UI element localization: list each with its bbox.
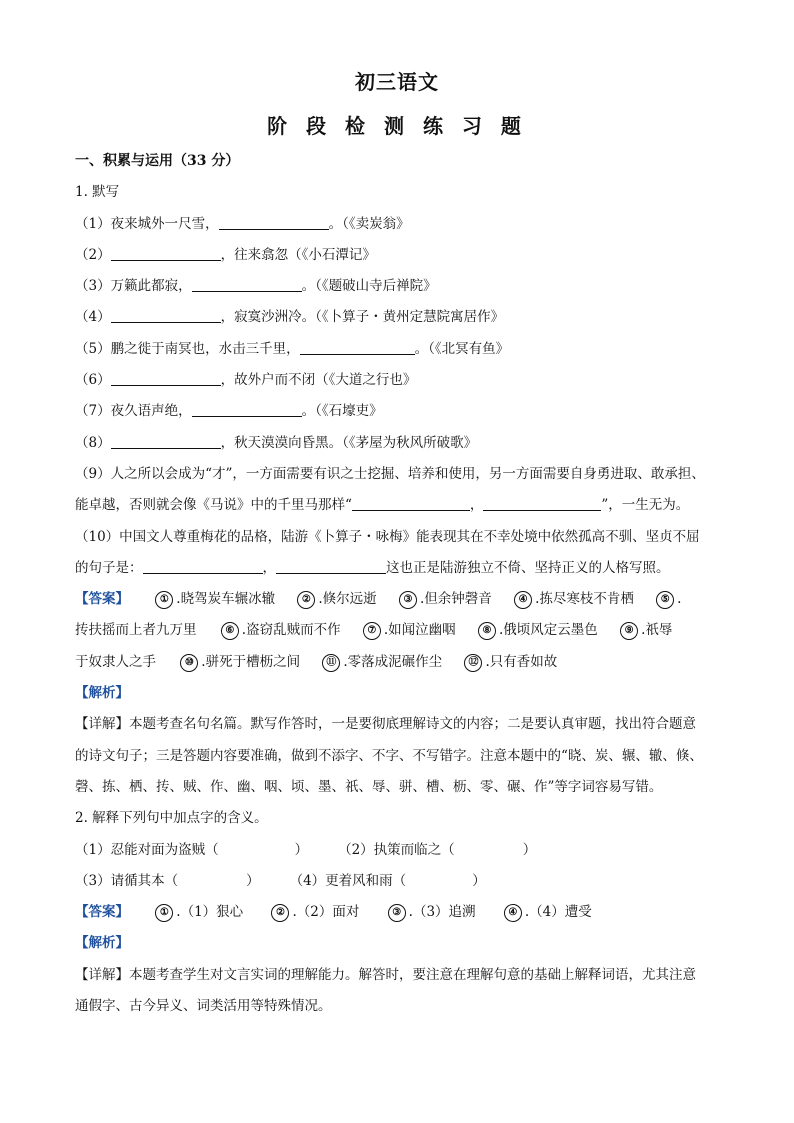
answer-item: ⑦ .如闻泣幽咽 bbox=[363, 615, 456, 646]
answer-item: ② .（2）面对 bbox=[271, 897, 359, 928]
question-1-item-5: （5）鹏之徙于南冥也，水击三千里， 。（《北冥有鱼》 bbox=[75, 334, 725, 365]
answer-blank bbox=[219, 213, 329, 230]
detail-text: 【详解】本题考查学生对文言实词的理解能力。解答时，要注意在理解句意的基础上解释词语，尤其注意 bbox=[75, 966, 696, 983]
section-heading: 一、积累与运用（33 分） bbox=[75, 153, 240, 169]
answer-blank bbox=[352, 494, 470, 511]
answer-blank bbox=[111, 306, 221, 323]
answer-blank bbox=[111, 244, 221, 261]
answer-blank bbox=[300, 338, 415, 355]
answer-blank bbox=[192, 400, 302, 417]
answer-blank bbox=[276, 557, 386, 574]
answer-item: ⑥ .盗窃乱贼而不作 bbox=[221, 615, 341, 646]
analysis-tag: 【解析】 bbox=[75, 685, 129, 702]
question-1-item-4: （4） ，寂寞沙洲冷。（《卜算子・黄州定慧院寓居作》 bbox=[75, 302, 725, 333]
answer-item: ④ .（4）遭受 bbox=[504, 897, 592, 928]
answer-row bbox=[75, 897, 725, 928]
answer-item: ⑫ .只有香如故 bbox=[464, 647, 557, 678]
answer-blank bbox=[192, 275, 302, 292]
answer-row bbox=[75, 647, 725, 678]
answer-row bbox=[75, 615, 725, 646]
question-1-item-10-cont: 的句子是： ， 这也正是陆游独立不倚、坚持正义的人格写照。 bbox=[75, 553, 725, 584]
question-1-item-6: （6） ，故外户而不闭（《大道之行也》 bbox=[75, 365, 725, 396]
answer-item: ⑤ . bbox=[656, 584, 681, 615]
question-1-item-2: （2） ，往来翕忽（《小石潭记》 bbox=[75, 240, 725, 271]
question-1-item-7: （7）夜久语声绝， 。（《石壕吏》 bbox=[75, 396, 725, 427]
detail-text: 【详解】本题考查名句名篇。默写作答时，一是要彻底理解诗文的内容；二是要认真审题，找出符合题意 bbox=[75, 716, 696, 733]
answer-item: ⑩ .骈死于槽枥之间 bbox=[180, 647, 300, 678]
question-2-row: （1）忍能对面为盗贼（ ） （2）执策而临之（ ） bbox=[75, 841, 537, 858]
answer-item: ① .晓驾炭车辗冰辙 bbox=[155, 584, 275, 615]
answer-item: ① .（1）狠心 bbox=[155, 897, 243, 928]
page-subtitle: 阶 段 检 测 练 习 题 bbox=[267, 114, 527, 138]
answer-tag: 【答案】 bbox=[75, 591, 129, 608]
answer-item: ③ .但余钟磬音 bbox=[399, 584, 492, 615]
answer-blank bbox=[143, 557, 263, 574]
answer-item: ⑧ .俄顷风定云墨色 bbox=[478, 615, 598, 646]
question-2-stem: 2. 解释下列句中加点字的含义。 bbox=[75, 810, 268, 827]
answer-blank bbox=[111, 432, 221, 449]
answer-item: ⑨ .祇辱 bbox=[620, 615, 672, 646]
answer-item: ③ .（3）追溯 bbox=[388, 897, 476, 928]
question-1-item-10: （10）中国文人尊重梅花的品格，陆游《卜算子・咏梅》能表现其在不幸处境中依然孤高不驯、坚贞不屈 bbox=[75, 528, 700, 545]
page-title: 初三语文 bbox=[355, 70, 439, 94]
answer-item: ④ .拣尽寒枝不肯栖 bbox=[514, 584, 634, 615]
answer-item: ⑪ .零落成泥碾作尘 bbox=[322, 647, 442, 678]
answer-item: ② .倏尔远逝 bbox=[297, 584, 376, 615]
answer-row bbox=[75, 584, 725, 615]
question-2-row: （3）请循其本（ ） （4）更着风和雨（ ） bbox=[75, 872, 486, 889]
answer-tag: 【答案】 bbox=[75, 904, 129, 921]
answer-blank bbox=[111, 369, 221, 386]
document-body bbox=[75, 146, 725, 1022]
question-1-stem: 1. 默写 bbox=[75, 184, 120, 201]
answer-blank bbox=[483, 494, 601, 511]
answer-item: 抟扶摇而上者九万里 bbox=[75, 622, 197, 639]
detail-text: 通假字、古今异义、词类活用等特殊情况。 bbox=[75, 998, 332, 1015]
question-1-item-9: （9）人之所以会成为“才”，一方面需要有识之士挖掘、培养和使用，另一方面需要自身勇进取、敢承担、 bbox=[75, 465, 705, 482]
question-1-item-3: （3）万籁此都寂， 。（《题破山寺后禅院》 bbox=[75, 271, 725, 302]
answer-item: 于奴隶人之手 bbox=[75, 653, 156, 670]
detail-text: 的诗文句子；三是答题内容要准确，做到不添字、不字、不写错字。注意本题中的“晓、炭、辗、辙、倏、 bbox=[75, 747, 703, 764]
question-1-item-1: （1）夜来城外一尺雪， 。（《卖炭翁》 bbox=[75, 209, 725, 240]
analysis-tag: 【解析】 bbox=[75, 935, 129, 952]
question-1-item-9-cont: 能卓越，否则就会像《马说》中的千里马那样“ ， ”，一生无为。 bbox=[75, 490, 725, 521]
question-1-item-8: （8） ，秋天漠漠向昏黑。（《茅屋为秋风所破歌》 bbox=[75, 428, 725, 459]
detail-text: 磬、拣、栖、抟、贼、作、幽、咽、顷、墨、祇、辱、骈、槽、枥、零、碾、作”等字词容易写错。 bbox=[75, 778, 663, 795]
